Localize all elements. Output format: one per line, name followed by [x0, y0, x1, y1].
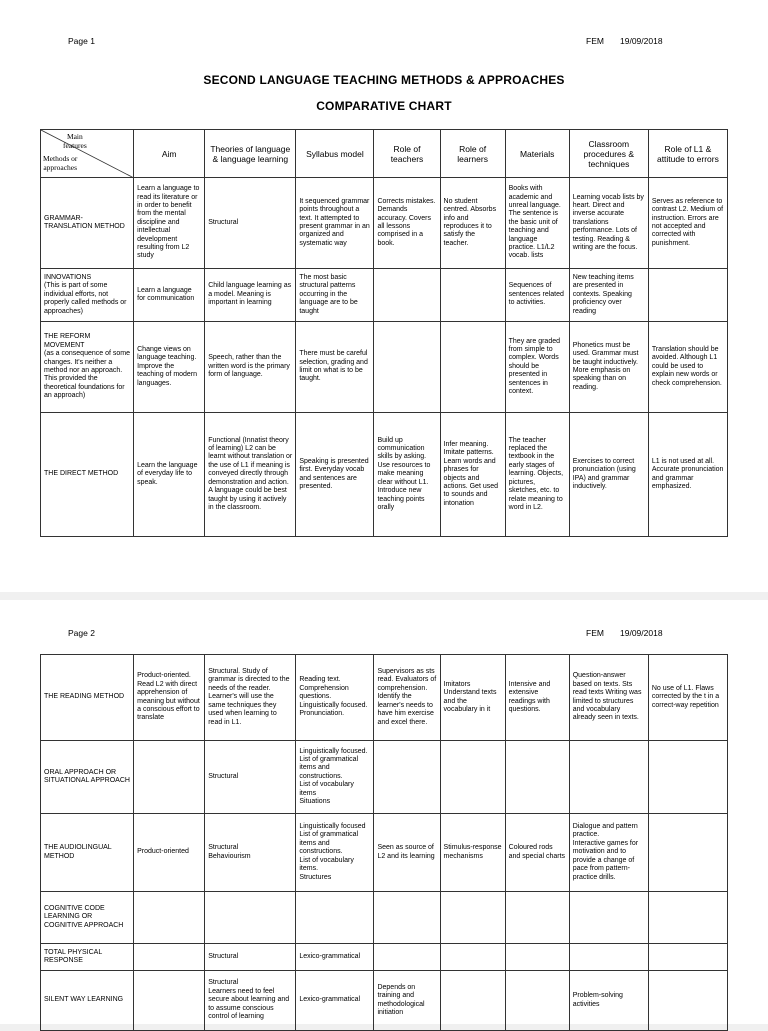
table-cell: Structural. Study of grammar is directed to the needs of the reader. Learner's will use the same techniques they used when learning to read in L1.	[205, 655, 296, 741]
table-cell: Reading text. Comprehension questions. Linguistically focused. Pronunciation.	[296, 655, 374, 741]
table-row	[41, 413, 728, 537]
table-cell: Structural	[205, 944, 296, 971]
column-header-aim: Aim	[134, 130, 205, 178]
header-code: FEM	[586, 628, 604, 638]
table-cell: Learn a language for communication	[134, 269, 205, 322]
comparative-table-page-2	[40, 654, 728, 1031]
table-cell: Child language learning as a model. Meaning is important in learning	[205, 269, 296, 322]
table-cell: Change views on language teaching. Improve the teaching of modern languages.	[134, 322, 205, 413]
table-cell: Build up communication skills by asking. Use resources to make meaning clear without L1. Introduce new teaching points orally	[374, 413, 440, 537]
table-cell	[569, 741, 648, 814]
method-name: INNOVATIONS	[44, 273, 92, 281]
table-cell: Functional (Innatist theory of learning) L2 can be learnt without translation or the use of L1 if meaning is conveyed directly through demonstration and action. A language could be best taught by using it actively in the classroom.	[205, 413, 296, 537]
page-number: Page 1	[68, 36, 95, 46]
table-cell: Seen as source of L2 and its learning	[374, 814, 440, 892]
table-cell: Stimulus-response mechanisms	[440, 814, 505, 892]
table-cell: Sequences of sentences related to activities.	[505, 269, 569, 322]
table-cell	[648, 944, 727, 971]
table-cell: Serves as reference to contrast L2. Medium of instruction. Errors are not accepted and corrected with punishment.	[648, 178, 727, 269]
table-cell	[134, 741, 205, 814]
table-cell	[134, 971, 205, 1031]
table-row	[41, 178, 728, 269]
table-cell: Corrects mistakes. Demands accuracy. Covers all lessons comprised in a book.	[374, 178, 440, 269]
table-cell: Intensive and extensive readings with questions.	[505, 655, 569, 741]
table-cell: Structural Learners need to feel secure about learning and to assume conscious control of learning	[205, 971, 296, 1031]
table-row	[41, 944, 728, 971]
table-cell: Lexico-grammatical	[296, 971, 374, 1031]
table-cell: There must be careful selection, grading and limit on what is to be taught.	[296, 322, 374, 413]
table-row	[41, 971, 728, 1031]
column-header-role-l1: Role of L1 & attitude to errors	[648, 130, 727, 178]
table-cell: Product-oriented. Read L2 with direct apprehension of meaning but without a conscious effort to translate	[134, 655, 205, 741]
table-cell: Lexico-grammatical	[296, 944, 374, 971]
table-cell	[648, 814, 727, 892]
column-header-procedures: Classroom procedures & techniques	[569, 130, 648, 178]
table-cell: Structural	[205, 178, 296, 269]
method-note: (This is part of some individual efforts, not properly called methods or approaches)	[44, 282, 127, 315]
table-cell	[296, 892, 374, 944]
table-cell: Linguistically focused. List of grammatical items and constructions. List of vocabulary items Situations	[296, 741, 374, 814]
table-cell	[374, 269, 440, 322]
corner-header-cell	[41, 130, 134, 178]
corner-label-methods: Methods or approaches	[43, 154, 78, 172]
table-cell: Books with academic and unreal language. The sentence is the basic unit of teaching and language practice. L1/L2 vocab. lists	[505, 178, 569, 269]
table-cell	[648, 892, 727, 944]
page-number: Page 2	[68, 628, 95, 638]
method-name: THE DIRECT METHOD	[41, 413, 134, 537]
method-cell	[41, 322, 134, 413]
table-cell	[505, 741, 569, 814]
table-cell	[374, 322, 440, 413]
table-cell: Coloured rods and special charts	[505, 814, 569, 892]
method-name: SILENT WAY LEARNING	[41, 971, 134, 1031]
column-header-theories: Theories of language & language learning	[205, 130, 296, 178]
method-name: GRAMMAR-TRANSLATION METHOD	[41, 178, 134, 269]
table-cell: Speaking is presented first. Everyday vocab and sentences are presented.	[296, 413, 374, 537]
header-code: FEM	[586, 36, 604, 46]
document-subtitle: COMPARATIVE CHART	[316, 99, 452, 113]
table-cell	[648, 269, 727, 322]
table-cell: Supervisors as sts read. Evaluators of comprehension. Identify the learner's needs to have him exercise and excel there.	[374, 655, 440, 741]
table-cell: Question-answer based on texts. Sts read texts Writing was limited to structures and vocabulary already seen in texts.	[569, 655, 648, 741]
table-cell: Translation should be avoided. Although L1 could be used to explain new words or check comprehension.	[648, 322, 727, 413]
table-cell	[505, 892, 569, 944]
method-name: THE READING METHOD	[41, 655, 134, 741]
method-name: COGNITIVE CODE LEARNING OR COGNITIVE APPROACH	[41, 892, 134, 944]
table-cell: New teaching items are presented in contexts. Speaking proficiency over reading	[569, 269, 648, 322]
table-cell	[440, 741, 505, 814]
table-cell	[440, 322, 505, 413]
column-header-syllabus: Syllabus model	[296, 130, 374, 178]
document-title: SECOND LANGUAGE TEACHING METHODS & APPROACHES	[203, 73, 565, 87]
table-cell	[134, 944, 205, 971]
column-header-role-teachers: Role of teachers	[374, 130, 440, 178]
method-name: THE REFORM MOVEMENT	[44, 333, 91, 349]
table-cell	[134, 892, 205, 944]
table-cell	[648, 971, 727, 1031]
comparative-table-page-1	[40, 129, 728, 537]
column-header-materials: Materials	[505, 130, 569, 178]
method-name: ORAL APPROACH OR SITUATIONAL APPROACH	[41, 741, 134, 814]
table-cell: No student centred. Absorbs info and reproduces it to satisfy the teacher.	[440, 178, 505, 269]
table-cell: It sequenced grammar points throughout a text. It attempted to present grammar in an organized and systematic way	[296, 178, 374, 269]
table-cell: Imitators Understand texts and the vocabulary in it	[440, 655, 505, 741]
table-cell	[569, 892, 648, 944]
table-cell: Problem-solving activities	[569, 971, 648, 1031]
header-date: 19/09/2018	[620, 36, 663, 46]
table-cell	[440, 892, 505, 944]
table-row	[41, 741, 728, 814]
page-2	[0, 600, 768, 1024]
table-cell: Linguistically focused List of grammatical items and constructions. List of vocabulary items. Structures	[296, 814, 374, 892]
table-cell: Exercises to correct pronunciation (using IPA) and grammar inductively.	[569, 413, 648, 537]
method-cell	[41, 269, 134, 322]
table-row	[41, 655, 728, 741]
table-cell: No use of L1. Flaws corrected by the t in a correct-way repetition	[648, 655, 727, 741]
table-cell: Learning vocab lists by heart. Direct and inverse accurate translations performance. Lots of testing. Reading & writing are the focus.	[569, 178, 648, 269]
table-cell	[505, 944, 569, 971]
table-cell	[569, 944, 648, 971]
table-row	[41, 322, 728, 413]
table-cell: Speech, rather than the written word is the primary form of language.	[205, 322, 296, 413]
table-cell: Structural	[205, 741, 296, 814]
method-note: (as a consequence of some changes. It's neither a method nor an approach. This provided the theoretical foundations for an approach)	[44, 350, 130, 400]
table-cell: The teacher replaced the textbook in the early stages of learning. Objects, pictures, sketches, etc. to relate meaning to word in L2.	[505, 413, 569, 537]
table-cell: They are graded from simple to complex. Words should be presented in sentences in context.	[505, 322, 569, 413]
table-cell: Infer meaning. Imitate patterns. Learn words and phrases for objects and actions. Get used to sounds and intonation	[440, 413, 505, 537]
table-cell: Product-oriented	[134, 814, 205, 892]
table-cell	[648, 741, 727, 814]
table-cell: Learn a language to read its literature or in order to benefit from the mental discipline and intellectual development resulting from L2 study	[134, 178, 205, 269]
table-cell: Structural Behaviourism	[205, 814, 296, 892]
table-row	[41, 269, 728, 322]
method-name: THE AUDIOLINGUAL METHOD	[41, 814, 134, 892]
column-header-role-learners: Role of learners	[440, 130, 505, 178]
table-cell	[374, 892, 440, 944]
table-cell	[440, 971, 505, 1031]
table-cell	[205, 892, 296, 944]
table-cell: Phonetics must be used. Grammar must be taught inductively. More emphasis on speaking than on reading.	[569, 322, 648, 413]
method-name: TOTAL PHYSICAL RESPONSE	[41, 944, 134, 971]
table-row	[41, 814, 728, 892]
table-header-row	[41, 130, 728, 178]
table-row	[41, 892, 728, 944]
table-cell: Dialogue and pattern practice. Interactive games for motivation and to provide a change of pace from pattern-practice drills.	[569, 814, 648, 892]
corner-label-features: Main features	[63, 132, 87, 150]
table-cell: L1 is not used at all. Accurate pronunciation and grammar emphasized.	[648, 413, 727, 537]
header-date: 19/09/2018	[620, 628, 663, 638]
table-cell: The most basic structural patterns occurring in the language are to be taught	[296, 269, 374, 322]
table-cell	[440, 944, 505, 971]
table-cell	[505, 971, 569, 1031]
table-cell: Depends on training and methodological initiation	[374, 971, 440, 1031]
table-cell	[440, 269, 505, 322]
table-cell: Learn the language of everyday life to speak.	[134, 413, 205, 537]
table-cell	[374, 944, 440, 971]
table-cell	[374, 741, 440, 814]
